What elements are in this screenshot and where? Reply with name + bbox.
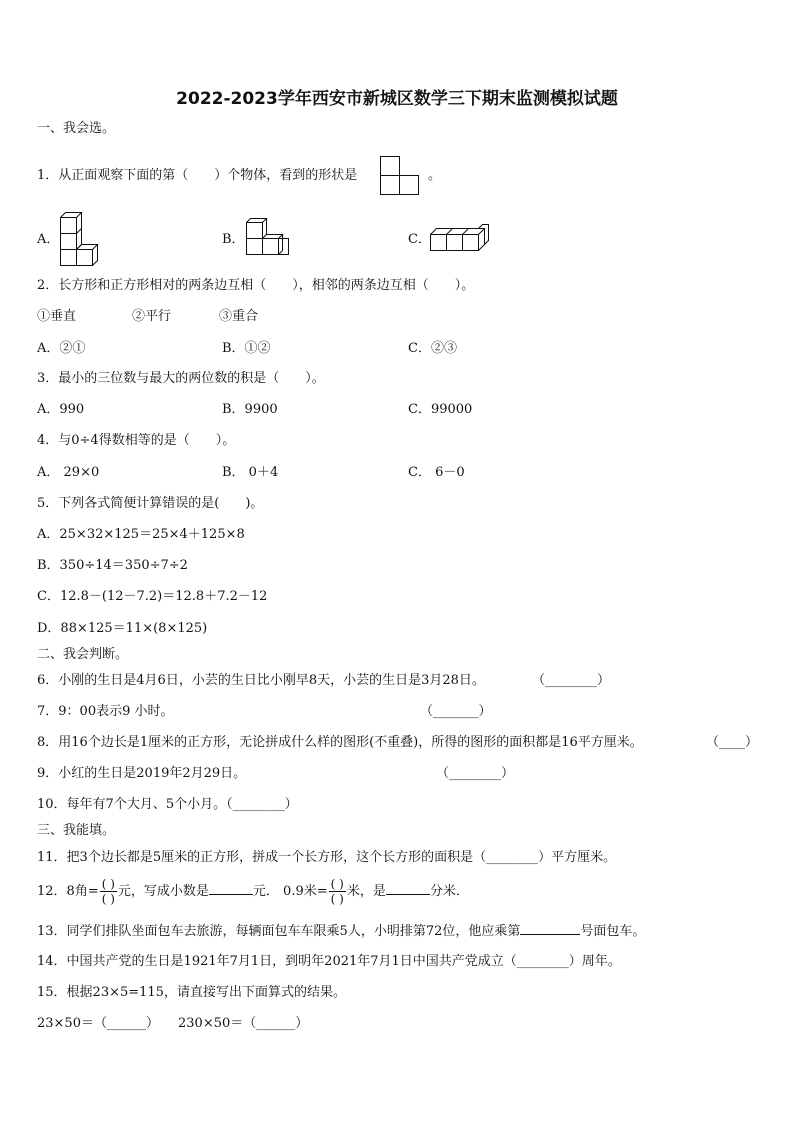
question-10-stem: 10．每年有7个大月、5个小月。（________） bbox=[37, 797, 298, 812]
q4-option-a: A． 29×0 bbox=[37, 465, 100, 480]
question-14-stem: 14．中国共产党的生日是1921年7月1日，到明年2021年7月1日中国共产党成立（________）周年。 bbox=[37, 954, 621, 969]
section-heading-fill: 三、我能填。 bbox=[37, 823, 116, 838]
q3-option-c: C．99000 bbox=[408, 402, 473, 417]
question-12-line bbox=[37, 872, 469, 912]
q12-part-5: 分米． bbox=[429, 884, 469, 899]
q12-fraction-1-denominator[interactable]: ( ) bbox=[101, 892, 115, 906]
question-8-answer-blank[interactable]: （____） bbox=[706, 735, 759, 750]
q1-option-a-cubes-figure bbox=[60, 212, 102, 266]
q2-choice-3: ③重合 bbox=[219, 309, 259, 324]
q1-option-b-cubes-figure bbox=[246, 218, 290, 258]
q15-expression-1[interactable]: 23×50＝（______） bbox=[37, 1016, 159, 1031]
question-5-stem: 5．下列各式简便计算错误的是( )。 bbox=[37, 496, 264, 511]
q5-option-a: A．25×32×125＝25×4＋125×8 bbox=[37, 527, 245, 542]
q5-option-c: C．12.8－(12－7.2)＝12.8＋7.2－12 bbox=[37, 589, 268, 604]
q13-part-2: 号面包车。 bbox=[580, 924, 646, 939]
q12-fraction-1-numerator[interactable]: ( ) bbox=[101, 877, 115, 891]
q2-option-c: C．②③ bbox=[408, 341, 457, 356]
q1-option-b-label: B． bbox=[222, 232, 245, 247]
q1-option-c-label: C． bbox=[408, 232, 431, 247]
q5-option-d: D．88×125＝11×(8×125) bbox=[37, 621, 208, 636]
q12-part-1: 12．8角= bbox=[37, 884, 99, 899]
q12-decimal-blank[interactable] bbox=[209, 882, 253, 895]
question-9-answer-blank[interactable]: （________） bbox=[436, 766, 515, 781]
q3-option-a: A．990 bbox=[37, 402, 85, 417]
question-3-stem: 3．最小的三位数与最大的两位数的积是（ ）。 bbox=[37, 371, 325, 386]
section-heading-judge: 二、我会判断。 bbox=[37, 647, 129, 662]
q2-option-b: B．①② bbox=[222, 341, 271, 356]
q5-option-b: B．350÷14＝350÷7÷2 bbox=[37, 558, 188, 573]
question-1-end: 。 bbox=[428, 168, 442, 183]
question-9-stem: 9．小红的生日是2019年2月29日。 bbox=[37, 766, 247, 781]
q2-choice-1: ①垂直 bbox=[37, 309, 77, 324]
front-view-shape-figure bbox=[380, 156, 420, 196]
q13-answer-blank[interactable] bbox=[520, 922, 580, 935]
q4-option-b: B． 0＋4 bbox=[222, 465, 279, 480]
question-7-stem: 7．9：00表示9 小时。 bbox=[37, 704, 174, 719]
q1-option-a-label: A． bbox=[37, 232, 60, 247]
question-4-stem: 4．与0÷4得数相等的是（ ）。 bbox=[37, 433, 236, 448]
question-11-stem: 11．把3个边长都是5厘米的正方形，拼成一个长方形，这个长方形的面积是（________）平方厘米。 bbox=[37, 850, 617, 865]
question-1-stem: 1．从正面观察下面的第（ ）个物体，看到的形状是 bbox=[37, 168, 358, 183]
q2-option-a: A．②① bbox=[37, 341, 86, 356]
q4-option-c: C． 6－0 bbox=[408, 465, 465, 480]
q12-fraction-meter bbox=[329, 877, 346, 906]
q12-part-4: 米，是 bbox=[346, 884, 386, 899]
question-6-answer-blank[interactable]: （________） bbox=[532, 673, 611, 688]
question-8-stem: 8．用16个边长是1厘米的正方形，无论拼成什么样的图形(不重叠)，所得的图形的面积都是16平方厘米。 bbox=[37, 735, 643, 750]
q15-expression-2[interactable]: 230×50＝（______） bbox=[178, 1016, 309, 1031]
question-2-stem: 2．长方形和正方形相对的两条边互相（ ），相邻的两条边互相（ ）。 bbox=[37, 278, 475, 293]
q3-option-b: B．9900 bbox=[222, 402, 278, 417]
q2-choice-2: ②平行 bbox=[132, 309, 172, 324]
question-6-stem: 6．小刚的生日是4月6日，小芸的生日比小刚早8天，小芸的生日是3月28日。 bbox=[37, 673, 485, 688]
q1-option-c-cubes-figure bbox=[430, 224, 492, 254]
q12-part-3: 元． 0.9米= bbox=[252, 884, 328, 899]
q12-fraction-2-numerator[interactable]: ( ) bbox=[330, 877, 344, 891]
q12-fraction-yuan bbox=[100, 877, 117, 906]
q12-fraction-2-denominator[interactable]: ( ) bbox=[330, 892, 344, 906]
question-7-answer-blank[interactable]: （_______） bbox=[420, 704, 492, 719]
question-15-stem: 15．根据23×5=115，请直接写出下面算式的结果。 bbox=[37, 985, 346, 1000]
page-title: 2022-2023学年西安市新城区数学三下期末监测模拟试题 bbox=[176, 89, 618, 109]
question-13-line bbox=[37, 922, 645, 940]
section-heading-choice: 一、我会选。 bbox=[37, 121, 116, 136]
q12-decimeter-blank[interactable] bbox=[386, 882, 430, 895]
q12-part-2: 元，写成小数是 bbox=[117, 884, 209, 899]
q13-part-1: 13．同学们排队坐面包车去旅游，每辆面包车车限乘5人，小明排第72位，他应乘第 bbox=[37, 924, 521, 939]
